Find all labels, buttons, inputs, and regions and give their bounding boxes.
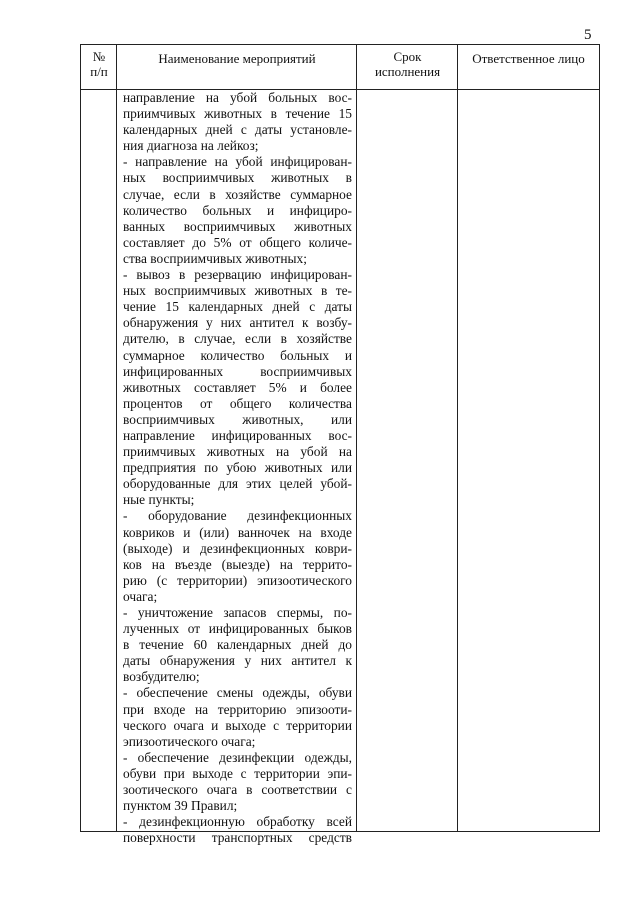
text-line: предприятия по убою животных или xyxy=(123,460,352,476)
text-line: количество больных и инфициро- xyxy=(123,202,352,218)
header-deadline-line2: исполнения xyxy=(374,64,441,79)
text-line: случае, если в хозяйстве суммарное xyxy=(123,186,352,202)
header-number-sign: № xyxy=(92,49,106,64)
text-line: ния диагноза на лейкоз; xyxy=(123,138,259,154)
text-line: животных составляет 5% и более xyxy=(123,379,352,395)
text-line: ковриков и (или) ванночек на входе xyxy=(123,524,352,540)
text-line: даты обнаружения у них антител к xyxy=(123,653,352,669)
header-deadline xyxy=(357,45,458,89)
text-line: - уничтожение запасов спермы, по- xyxy=(123,605,352,620)
text-line: ков на въезде (выезде) на террито- xyxy=(123,556,352,572)
text-line: обуви при выходе с территории эпи- xyxy=(123,765,352,781)
header-deadline-line1: Срок xyxy=(393,49,422,64)
text-line: дителю, в случае, если в хозяйстве xyxy=(123,331,352,347)
text-line: поверхности транспортных средств xyxy=(123,830,352,846)
measures-text xyxy=(117,90,357,846)
text-line: возбудителю; xyxy=(123,669,200,685)
text-line: при входе на территорию эпизооти- xyxy=(123,701,352,717)
text-line: оборудованные для этих целей убой- xyxy=(123,476,352,492)
text-line: чение 15 календарных дней с даты xyxy=(123,299,352,315)
measures-table xyxy=(80,44,600,846)
header-measures: Наименование мероприятий xyxy=(158,51,316,66)
text-line: ства восприимчивых животных; xyxy=(123,250,307,266)
text-line: пунктом 39 Правил; xyxy=(123,798,238,814)
text-line: эпизоотического очага; xyxy=(123,733,256,749)
text-line: календарных дней с даты установле- xyxy=(123,122,352,138)
text-line: - направление на убой инфицирован- xyxy=(123,154,352,170)
text-line: зоотического очага в соответствии с xyxy=(123,782,352,798)
text-line: (выходе) и дезинфекционных коври- xyxy=(123,540,352,556)
column-divider xyxy=(457,45,458,831)
text-line: инфицированных восприимчивых xyxy=(123,363,352,379)
text-line: восприимчивых животных, или xyxy=(123,411,352,427)
text-line: - обеспечение смены одежды, обуви xyxy=(123,685,352,701)
text-line: - оборудование дезинфекционных xyxy=(123,508,352,524)
text-line: ческого очага и выходе с территории xyxy=(123,717,352,733)
header-number xyxy=(81,45,117,89)
text-line: направление на убой больных вос- xyxy=(123,90,352,105)
text-line: суммарное количество больных и xyxy=(123,347,352,363)
text-line: в течение 60 календарных дней до xyxy=(123,637,352,653)
text-line: - обеспечение дезинфекции одежды, xyxy=(123,749,352,765)
text-line: рию (с территории) эпизоотического xyxy=(123,572,352,588)
header-number-label: п/п xyxy=(90,64,108,79)
text-line: приимчивых животных на убой на xyxy=(123,444,352,460)
text-line: очага; xyxy=(123,588,158,604)
text-line: направление инфицированных вос- xyxy=(123,427,352,443)
text-line: лученных от инфицированных быков xyxy=(123,621,352,637)
text-line: - дезинфекционную обработку всей xyxy=(123,814,352,830)
page-number: 5 xyxy=(584,27,592,43)
text-line: ные пункты; xyxy=(123,492,195,508)
text-line: процентов от общего количества xyxy=(123,395,352,411)
text-line: - вывоз в резервацию инфицирован- xyxy=(123,267,352,283)
text-line: составляет до 5% от общего количе- xyxy=(123,234,352,250)
text-line: обнаружения у них антител к возбу- xyxy=(123,315,352,331)
text-line: ных восприимчивых животных в те- xyxy=(123,283,352,299)
text-line: ванных восприимчивых животных xyxy=(123,218,352,234)
text-line: приимчивых животных в течение 15 xyxy=(123,106,352,122)
header-responsible: Ответственное лицо xyxy=(472,51,585,66)
text-line: ных восприимчивых животных в xyxy=(123,170,352,186)
